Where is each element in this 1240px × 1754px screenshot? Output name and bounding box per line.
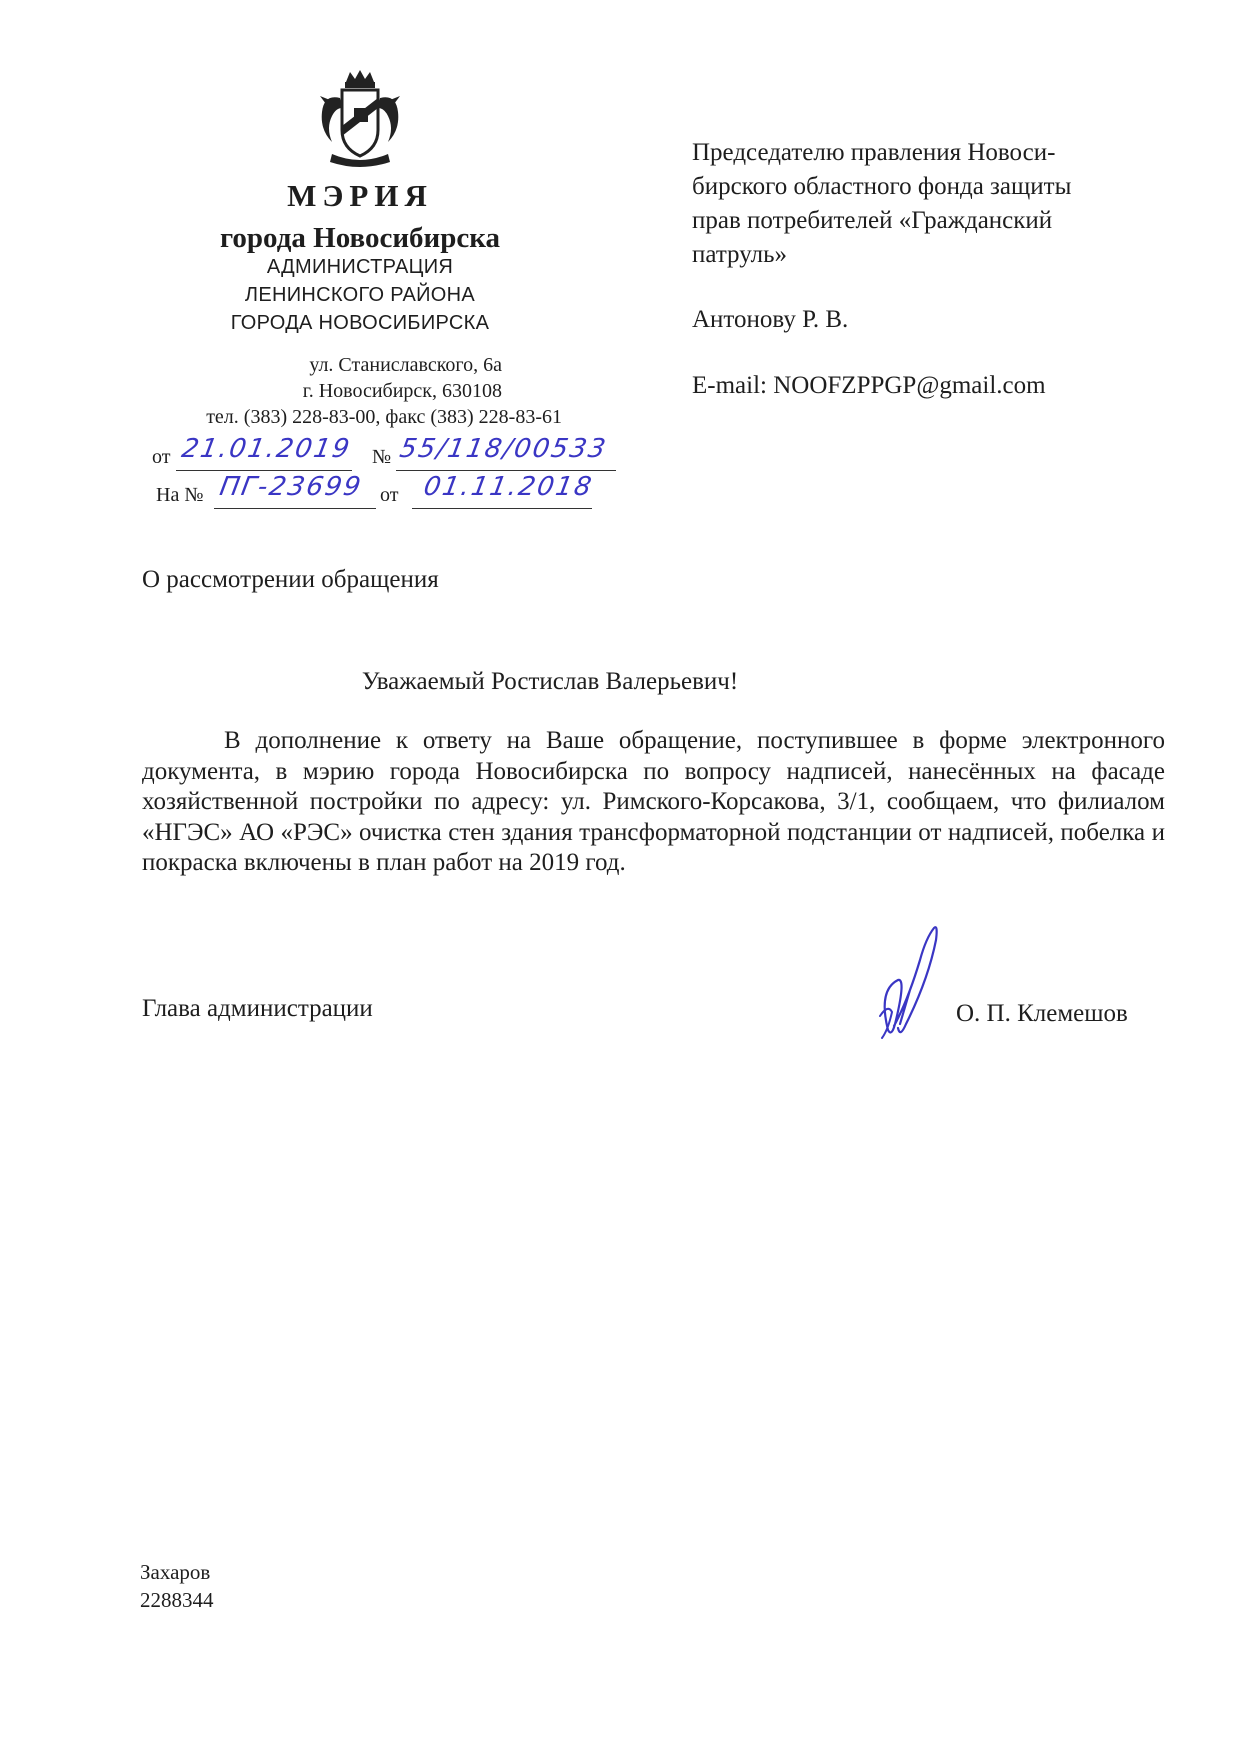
handwritten-signature-icon	[858, 920, 958, 1050]
executor-name: Захаров	[140, 1560, 211, 1584]
reg-reply-date-underline	[412, 508, 592, 509]
signatory-position: Глава администрации	[142, 995, 373, 1022]
recipient-email: E-mail: NOOFZPPGP@gmail.com	[692, 372, 1046, 399]
reg-reply-underline	[214, 508, 376, 509]
letter-subject: О рассмотрении обращения	[142, 566, 439, 593]
reg-number-underline	[396, 470, 616, 471]
addressee-line: бирского областного фонда защиты	[692, 173, 1072, 200]
letterhead-city-zip: г. Новосибирск, 630108	[302, 380, 502, 402]
reg-reply-label: На №	[156, 484, 204, 506]
letter-body: В дополнение к ответу на Ваше обращение, поступившее в форме электронного документа, в мэрию города Новосибирска по вопросу надписей, нанесённых на фасаде хозяйственной постройки по адресу: ул. Римского-Корсакова, 3/1, сообщаем, что филиалом «НГЭС» АО «РЭС» очистка стен здания трансформаторной подстанции от надписей, побелка и покраска включены в план работ на 2019 год.	[142, 727, 1165, 876]
reg-reply-number: ПГ-23699	[217, 472, 365, 502]
executor-block	[140, 1558, 214, 1614]
reg-from-label: от	[152, 446, 171, 468]
coat-of-arms-icon	[312, 68, 408, 172]
reg-reply-from-label: от	[380, 484, 399, 506]
letterhead-admin-line: ЛЕНИНСКОГО РАЙОНА	[244, 284, 476, 306]
letterhead-city: города Новосибирска	[219, 222, 501, 254]
reg-number-label: №	[372, 446, 392, 468]
reg-number: 55/118/00533	[397, 434, 610, 464]
addressee-block	[692, 136, 1162, 272]
letterhead-admin-line: АДМИНИСТРАЦИЯ	[266, 256, 454, 278]
executor-phone: 2288344	[140, 1588, 214, 1612]
reg-date: 21.01.2019	[179, 434, 354, 464]
letterhead-street: ул. Станиславского, 6а	[309, 354, 502, 376]
letterhead-admin-line: ГОРОДА НОВОСИБИРСКА	[230, 312, 490, 334]
letterhead-phones: тел. (383) 228-83-00, факс (383) 228-83-61	[206, 406, 562, 428]
letterhead-title: МЭРИЯ	[287, 178, 433, 213]
addressee-line: прав потребителей «Гражданский	[692, 207, 1053, 234]
signatory-name: О. П. Клемешов	[956, 1000, 1128, 1027]
reg-date-underline	[176, 470, 352, 471]
recipient-name: Антонову Р. В.	[692, 306, 849, 333]
letter-greeting: Уважаемый Ростислав Валерьевич!	[361, 668, 739, 695]
reg-reply-date: 01.11.2018	[421, 472, 596, 502]
addressee-line: патруль»	[692, 241, 788, 268]
addressee-line: Председателю правления Новоси-	[692, 139, 1056, 166]
